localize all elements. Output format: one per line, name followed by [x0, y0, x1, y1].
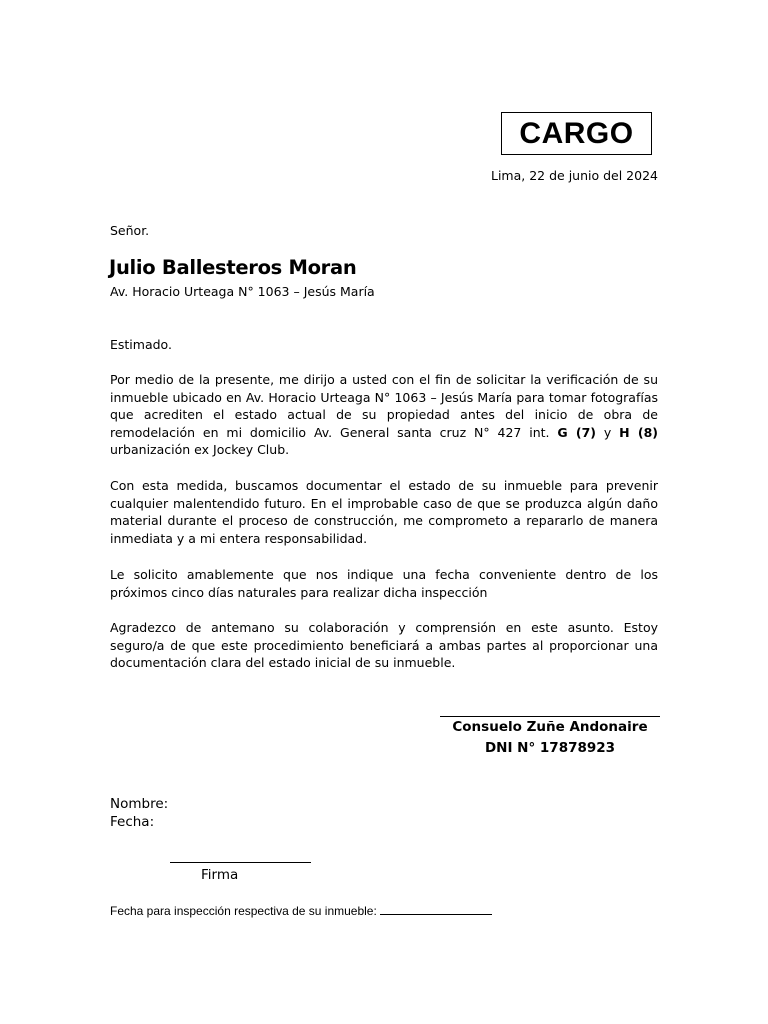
letter-date: Lima, 22 de junio del 2024: [491, 168, 658, 183]
paragraph-2: Con esta medida, buscamos documentar el estado de su inmueble para prevenir cualquier malentendido futuro. En el improbable caso de que se produzca algún daño material durante el proceso de construcción, me comprometo a repararlo de manera inmediata y a mi entera responsabilidad.: [110, 478, 658, 546]
paragraph-1-end: urbanización ex Jockey Club.: [110, 442, 290, 458]
receipt-signature-line: [170, 862, 311, 863]
recipient-address: Av. Horacio Urteaga N° 1063 – Jesús María: [110, 284, 375, 299]
receipt-name-label: Nombre:: [110, 796, 169, 812]
paragraph-3: Le solicito amablemente que nos indique una fecha conveniente dentro de los próximos cinco días naturales para realizar dicha inspección: [110, 567, 658, 600]
cargo-stamp-text: CARGO: [519, 116, 634, 150]
greeting: Estimado.: [110, 337, 172, 352]
paragraph-4: Agradezco de antemano su colaboración y comprensión en este asunto. Estoy seguro/a de que este procedimiento beneficiará a ambas partes al proporcionar una documentación clara del estado inicial de su inmueble.: [110, 620, 658, 671]
unit-g: G (7): [557, 424, 597, 440]
paragraph-1-text: Por medio de la presente, me dirijo a usted con el fin de solicitar la verificación de su inmueble ubicado en Av. Horacio Urteaga N° 1063 – Jesús María para tomar fotografías que acrediten el estado actual de su propiedad antes del inicio de obra de remodelación en mi domicilio Av. General santa cruz N° 427 int.: [110, 372, 658, 440]
inspection-date-label: Fecha para inspección respectiva de su inmueble:: [110, 904, 377, 918]
signer-name: Consuelo Zuñe Andonaire: [452, 719, 648, 735]
signature-line: [440, 716, 660, 717]
receipt-date-label: Fecha:: [110, 814, 155, 830]
receipt-signature-label: Firma: [201, 867, 239, 883]
inspection-date-blank: [380, 903, 492, 915]
paragraph-1: [110, 371, 658, 459]
unit-h: H (8): [619, 424, 658, 440]
inspection-date-field: [110, 903, 492, 918]
salutation: Señor.: [110, 223, 150, 238]
cargo-stamp: [501, 112, 652, 155]
signer-dni: DNI N° 17878923: [484, 740, 616, 756]
paragraph-1-conj: y: [603, 424, 612, 440]
recipient-name: Julio Ballesteros Moran: [109, 256, 357, 279]
